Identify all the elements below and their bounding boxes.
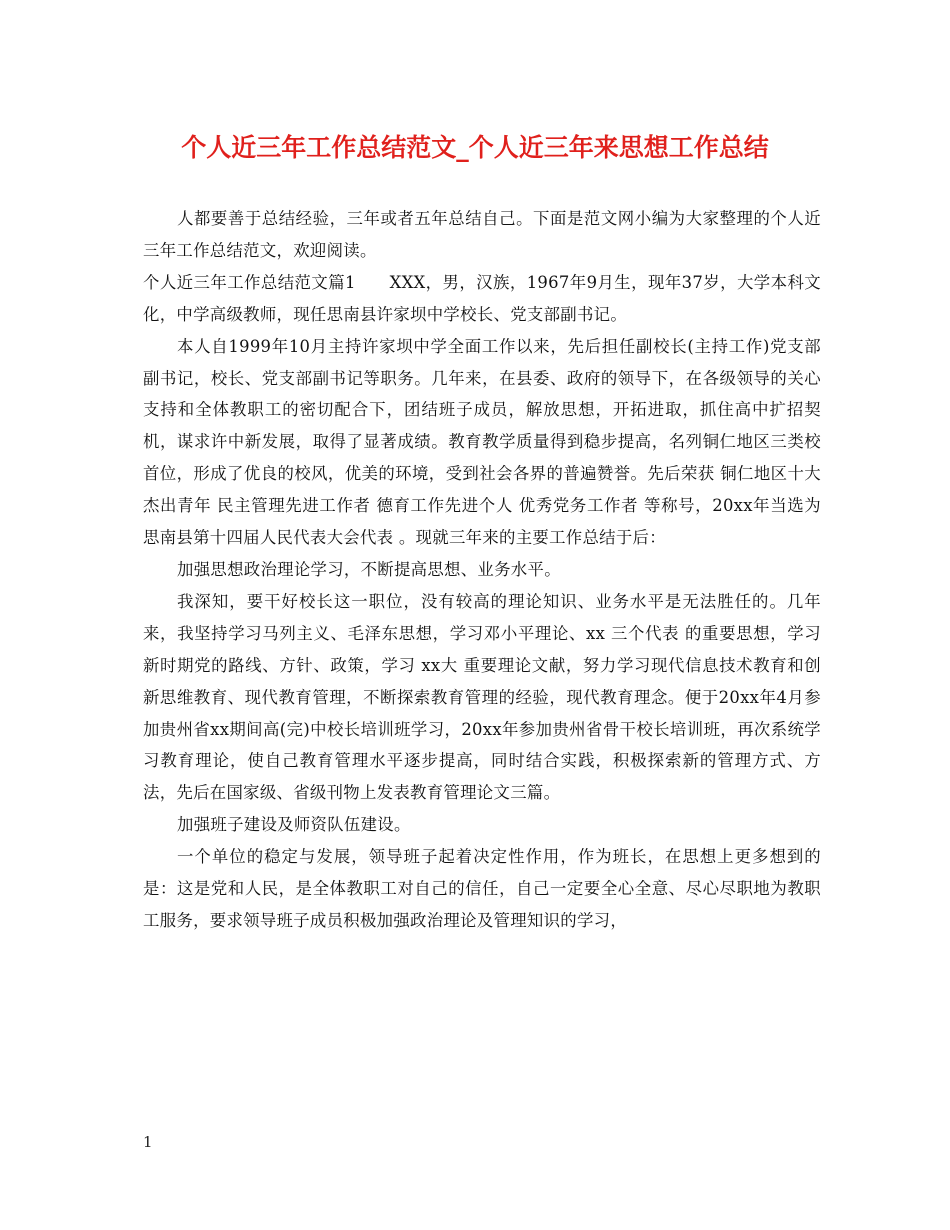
- paragraph-section-heading-theory: 加强思想政治理论学习，不断提高思想、业务水平。: [177, 559, 561, 579]
- document-body: [143, 203, 821, 937]
- paragraph-theory-study: 我深知，要干好校长这一职位，没有较高的理论知识、业务水平是无法胜任的。几年来，我坚持学习马列主义、毛泽东思想，学习邓小平理论、xx 三个代表 的重要思想，学习新时期党的路线、方针、政策，学习 xx大 重要理论文献，努力学习现代信息技术教育和创新思维教育、现代教育管理，不断探索教育管理的经验，现代教育理念。便于20xx年4月参加贵州省xx期间高(完)中校长培训班学习，20xx年参加贵州省骨干校长培训班，再次系统学习教育理论，使自己教育管理水平逐步提高，同时结合实践，积极探索新的管理方式、方法，先后在国家级、省级刊物上发表教育管理论文三篇。: [143, 591, 821, 803]
- paragraph-article-1-heading: 个人近三年工作总结范文篇1 XXX，男，汉族，1967年9月生，现年37岁，大学本科文化，中学高级教师，现任思南县许家坝中学校长、党支部副书记。: [143, 272, 821, 324]
- paragraph-team-building: 一个单位的稳定与发展，领导班子起着决定性作用，作为班长，在思想上更多想到的是：这是党和人民，是全体教职工对自己的信任，自己一定要全心全意、尽心尽职地为教职工服务，要求领导班子成员积极加强政治理论及管理知识的学习，: [143, 847, 821, 930]
- document-title: 个人近三年工作总结范文_个人近三年来思想工作总结: [181, 133, 769, 162]
- page-number: 1: [143, 1133, 153, 1151]
- paragraph-section-heading-team: 加强班子建设及师资队伍建设。: [177, 815, 411, 835]
- paragraph-intro: 人都要善于总结经验，三年或者五年总结自己。下面是范文网小编为大家整理的个人近三年工作总结范文，欢迎阅读。: [143, 209, 821, 260]
- paragraph-work-history: 本人自1999年10月主持许家坝中学全面工作以来，先后担任副校长(主持工作)党支部副书记，校长、党支部副书记等职务。几年来，在县委、政府的领导下，在各级领导的关心支持和全体教职工的密切配合下，团结班子成员，解放思想，开拓进取，抓住高中扩招契机，谋求许中新发展，取得了显著成绩。教育教学质量得到稳步提高，名列铜仁地区三类校首位，形成了优良的校风，优美的环境，受到社会各界的普遍赞誉。先后荣获 铜仁地区十大杰出青年 民主管理先进工作者 德育工作先进个人 优秀党务工作者 等称号，20xx年当选为 思南县第十四届人民代表大会代表 。现就三年来的主要工作总结于后：: [143, 336, 821, 548]
